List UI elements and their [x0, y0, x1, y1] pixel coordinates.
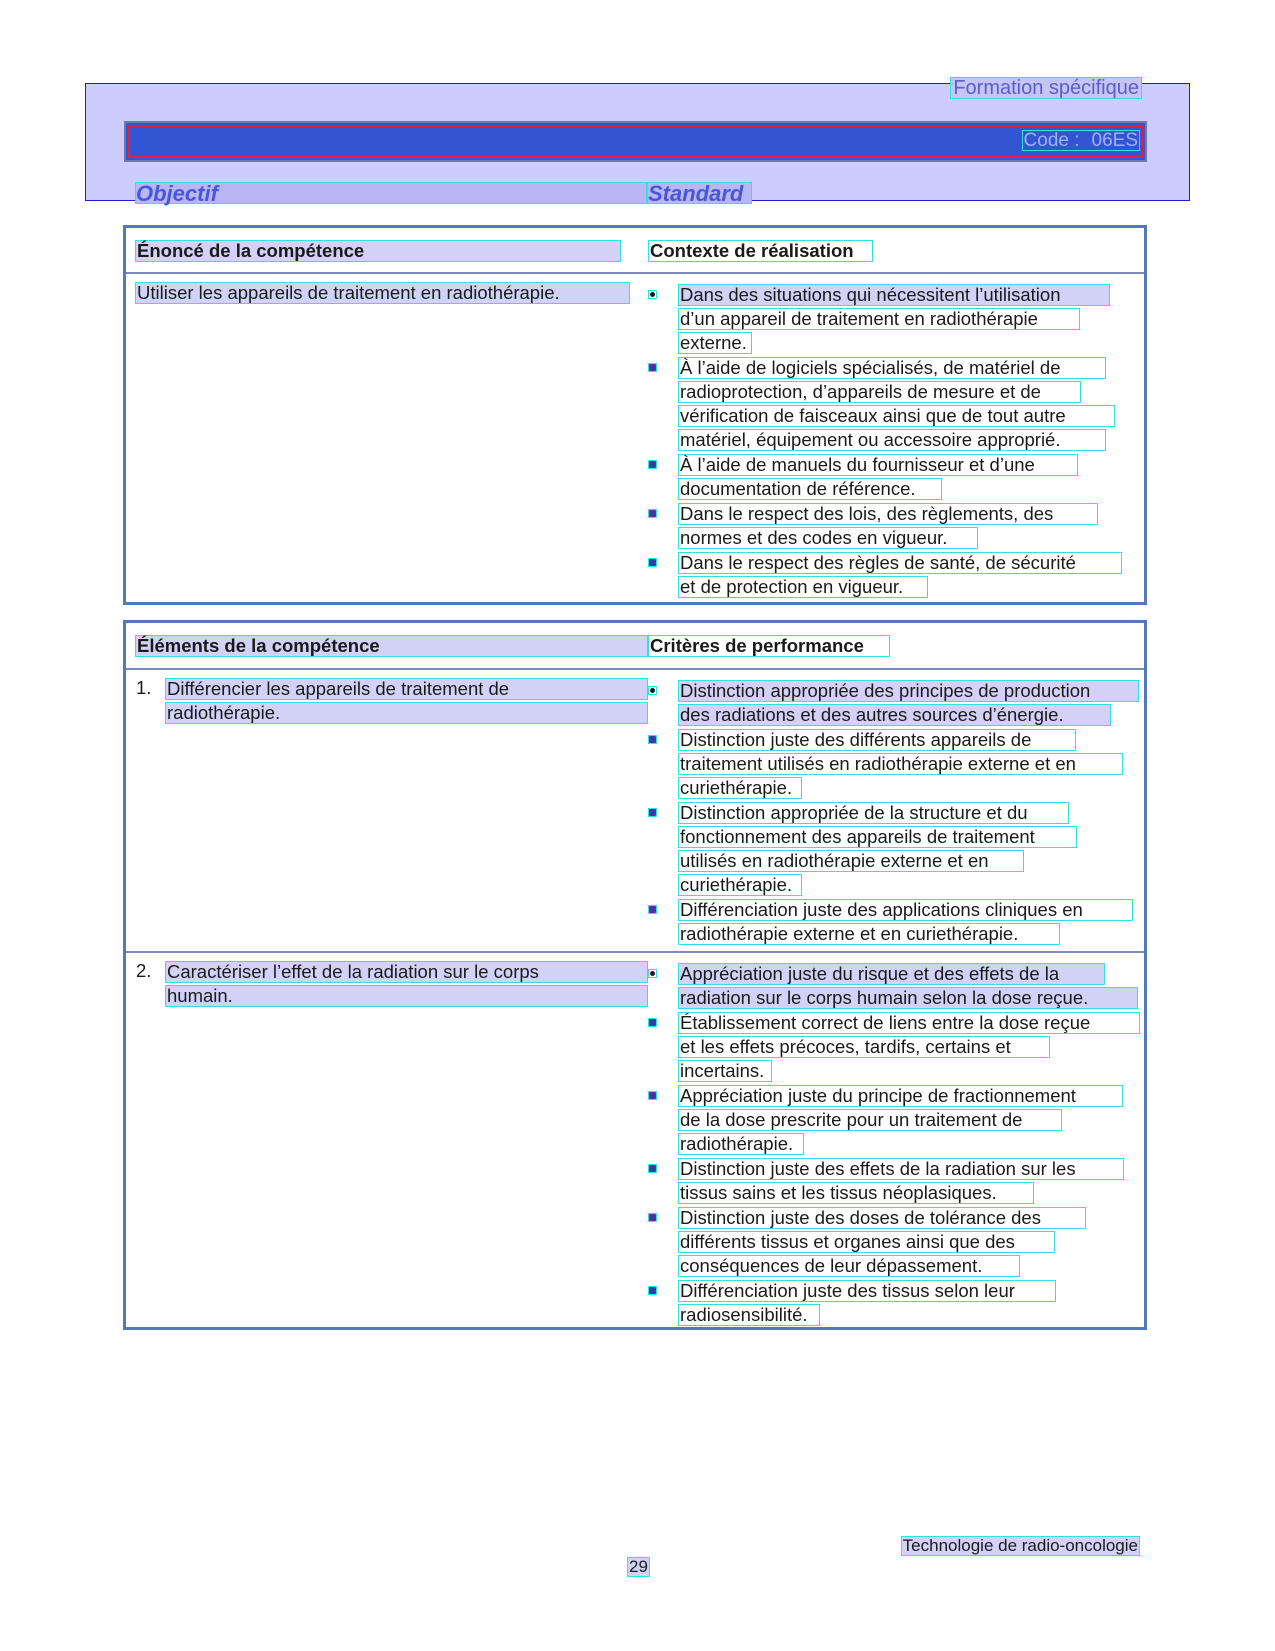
table-divider — [126, 272, 1144, 274]
criterion-line: radiothérapie. — [678, 1133, 804, 1155]
criterion-line: Distinction juste des effets de la radiation sur les — [678, 1158, 1124, 1180]
context-line: normes et des codes en vigueur. — [678, 527, 978, 549]
bullet-marker — [648, 686, 657, 695]
competency-code — [1022, 130, 1140, 151]
criterion-line: Établissement correct de liens entre la dose reçue — [678, 1012, 1140, 1034]
table-divider — [126, 668, 1144, 670]
context-line: À l’aide de logiciels spécialisés, de matériel de — [678, 357, 1106, 379]
code-bar — [124, 121, 1147, 162]
table-divider — [126, 951, 1144, 953]
criterion-line: curiethérapie. — [678, 777, 802, 799]
code-value: 06ES — [1091, 130, 1138, 151]
bullet-marker — [648, 363, 657, 372]
document-type: Formation spécifique — [950, 77, 1142, 99]
competency-statement-table — [123, 225, 1147, 605]
criterion-line: utilisés en radiothérapie externe et en — [678, 850, 1024, 872]
bullet-marker — [648, 1286, 657, 1295]
bullet-marker — [648, 509, 657, 518]
criterion-line: des radiations et des autres sources d’énergie. — [678, 704, 1111, 726]
bullet-marker — [648, 558, 657, 567]
criterion-line: radiosensibilité. — [678, 1304, 820, 1326]
criterion-line: conséquences de leur dépassement. — [678, 1255, 1020, 1277]
code-separator — [1080, 130, 1092, 151]
bullet-marker — [648, 905, 657, 914]
criterion-line: Distinction juste des doses de tolérance des — [678, 1207, 1086, 1229]
criterion-line: Appréciation juste du risque et des effets de la — [678, 963, 1105, 985]
criterion-line: différents tissus et organes ainsi que des — [678, 1231, 1055, 1253]
bullet-marker — [648, 808, 657, 817]
criterion-line: Différenciation juste des tissus selon leur — [678, 1280, 1056, 1302]
bullet-marker — [648, 1164, 657, 1173]
bullet-marker — [648, 969, 657, 978]
code-bar-frame — [128, 125, 1143, 158]
criterion-line: Distinction juste des différents appareils de — [678, 729, 1076, 751]
context-column-heading: Contexte de réalisation — [648, 240, 873, 262]
context-line: Dans le respect des règles de santé, de sécurité — [678, 552, 1122, 574]
context-line: radioprotection, d’appareils de mesure et de — [678, 381, 1081, 403]
bullet-marker — [648, 1018, 657, 1027]
statement-column-heading: Énoncé de la compétence — [135, 240, 621, 262]
bullet-marker — [648, 735, 657, 744]
element-text: Différencier les appareils de traitement de — [165, 678, 648, 700]
bullet-marker — [648, 1091, 657, 1100]
context-line: matériel, équipement ou accessoire approprié. — [678, 429, 1106, 451]
context-line: d’un appareil de traitement en radiothérapie — [678, 308, 1080, 330]
criterion-line: tissus sains et les tissus néoplasiques. — [678, 1182, 1034, 1204]
criterion-line: incertains. — [678, 1060, 772, 1082]
element-text: radiothérapie. — [165, 702, 648, 724]
context-line: et de protection en vigueur. — [678, 576, 928, 598]
criterion-line: fonctionnement des appareils de traitement — [678, 826, 1077, 848]
criteria-column-heading: Critères de performance — [648, 635, 890, 657]
objectif-heading: Objectif — [135, 182, 647, 204]
context-line: Dans le respect des lois, des règlements, des — [678, 503, 1098, 525]
criterion-line: traitement utilisés en radiothérapie externe et en — [678, 753, 1123, 775]
elements-column-heading: Éléments de la compétence — [135, 635, 648, 657]
criterion-line: Appréciation juste du principe de fractionnement — [678, 1085, 1123, 1107]
criterion-line: radiothérapie externe et en curiethérapie. — [678, 923, 1060, 945]
element-number: 2. — [136, 960, 152, 981]
criterion-line: Distinction appropriée des principes de production — [678, 680, 1139, 702]
context-line: externe. — [678, 332, 752, 354]
criterion-line: et les effets précoces, tardifs, certains et — [678, 1036, 1050, 1058]
element-text: humain. — [165, 985, 648, 1007]
criterion-line: Distinction appropriée de la structure et du — [678, 802, 1069, 824]
competency-statement: Utiliser les appareils de traitement en radiothérapie. — [135, 282, 630, 304]
context-line: Dans des situations qui nécessitent l’utilisation — [678, 284, 1110, 306]
criterion-line: curiethérapie. — [678, 874, 802, 896]
page-number: 29 — [629, 1557, 648, 1576]
bullet-marker — [648, 290, 657, 299]
competency-elements-table — [123, 620, 1147, 1330]
context-line: documentation de référence. — [678, 478, 942, 500]
element-number: 1. — [136, 677, 152, 698]
context-line: vérification de faisceaux ainsi que de tout autre — [678, 405, 1115, 427]
criterion-line: de la dose prescrite pour un traitement de — [678, 1109, 1062, 1131]
bullet-marker — [648, 460, 657, 469]
code-label: Code : — [1023, 130, 1080, 151]
context-line: À l’aide de manuels du fournisseur et d’une — [678, 454, 1078, 476]
standard-heading: Standard — [647, 182, 752, 204]
bullet-marker — [648, 1213, 657, 1222]
element-text: Caractériser l’effet de la radiation sur le corps — [165, 961, 648, 983]
program-name: Technologie de radio-oncologie — [902, 1536, 1138, 1555]
criterion-line: radiation sur le corps humain selon la dose reçue. — [678, 987, 1138, 1009]
criterion-line: Différenciation juste des applications cliniques en — [678, 899, 1133, 921]
